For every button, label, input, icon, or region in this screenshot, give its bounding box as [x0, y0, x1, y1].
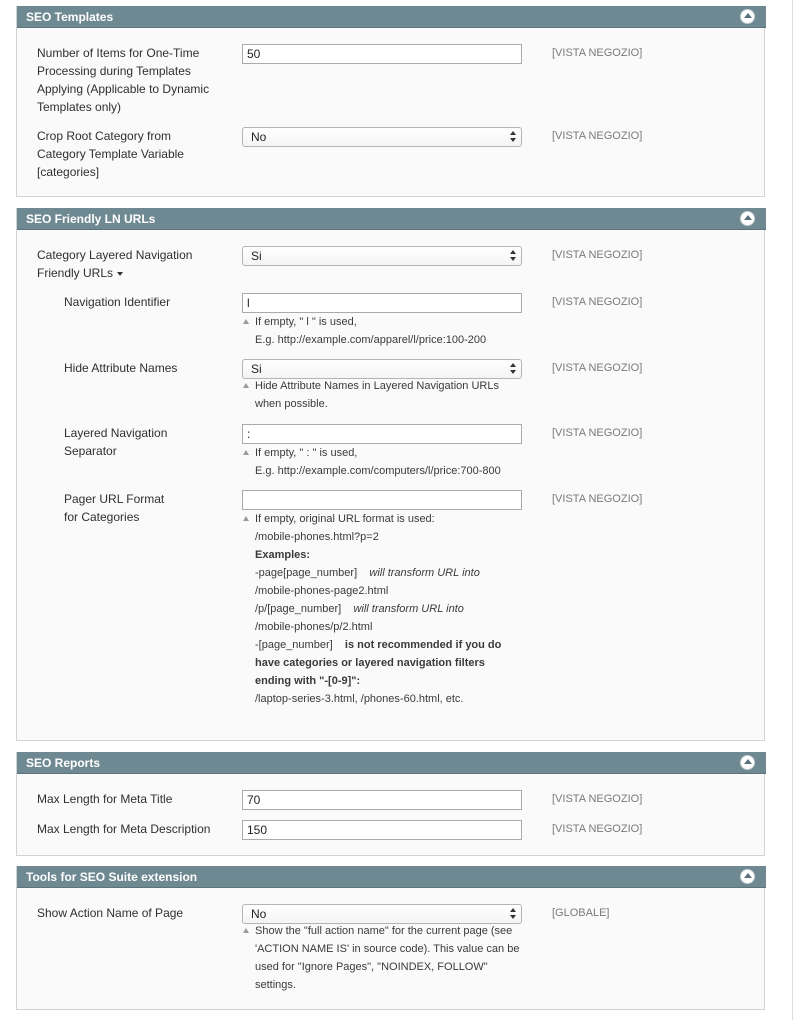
collapse-up-icon[interactable]: [740, 869, 755, 884]
page-divider: [792, 0, 793, 1020]
section-header[interactable]: [17, 752, 766, 774]
seo-reports-section: [16, 752, 765, 856]
note-triangle-icon: [243, 516, 249, 521]
collapse-up-icon[interactable]: [740, 211, 755, 226]
items-processing-input[interactable]: 50: [242, 44, 522, 64]
select-arrows-icon: [510, 250, 517, 262]
meta-title-length-input[interactable]: 70: [242, 790, 522, 810]
note-triangle-icon: [243, 383, 249, 388]
select-arrows-icon: [510, 908, 517, 920]
show-action-name-note: Show the "full action name" for the current page (see 'ACTION NAME IS' in source code). This value can be used for "Ignore Pages", "NOINDEX, FOLLOW" settings.: [255, 922, 525, 994]
scope-label: [VISTA NEGOZIO]: [552, 823, 643, 835]
scope-label: [VISTA NEGOZIO]: [552, 47, 643, 59]
crop-root-category-label: Crop Root Category from Category Template Variable [categories]: [37, 129, 184, 179]
layered-navigation-separator-label: Layered Navigation Separator: [64, 426, 168, 458]
select-arrows-icon: [510, 131, 517, 143]
pager-url-format-label: Pager URL Format for Categories: [64, 492, 165, 524]
collapse-up-icon[interactable]: [740, 755, 755, 770]
show-action-name-label: Show Action Name of Page: [37, 906, 184, 920]
seo-suite-tools-section: [16, 866, 765, 1010]
hide-attribute-names-note: Hide Attribute Names in Layered Navigation URLs when possible.: [255, 377, 525, 413]
note-triangle-icon: [243, 319, 249, 324]
friendly-urls-label[interactable]: Category Layered Navigation Friendly URLs: [37, 248, 193, 280]
separator-input[interactable]: :: [242, 424, 522, 444]
section-title: Tools for SEO Suite extension: [26, 870, 198, 884]
scope-label: [VISTA NEGOZIO]: [552, 249, 643, 261]
items-processing-label: Number of Items for One-Time Processing during Templates Applying (Applicable to Dynamic Templates only): [37, 46, 210, 114]
separator-note: If empty, " : " is used, E.g. http://example.com/computers/l/price:700-800: [255, 444, 525, 480]
meta-description-length-label: Max Length for Meta Description: [37, 822, 211, 836]
section-header[interactable]: [17, 208, 766, 230]
scope-label: [VISTA NEGOZIO]: [552, 296, 643, 308]
hide-attribute-names-select[interactable]: Si: [242, 359, 522, 379]
scope-label: [VISTA NEGOZIO]: [552, 427, 643, 439]
show-action-name-select[interactable]: No: [242, 904, 522, 924]
collapse-up-icon[interactable]: [740, 9, 755, 24]
pager-url-format-input[interactable]: [242, 490, 522, 510]
note-triangle-icon: [243, 450, 249, 455]
pager-url-format-note: If empty, original URL format is used: /mobile-phones.html?p=2 Examples: -page[page_number] will transform URL into /mobile-phones-page2.html /p/[page_number] will transform URL into /mobile-phones/p/2.html -[page_number] is not recommended if you do have categories or layered navigation filters ending with "-[0-9]": /laptop-series-3.html, /phones-60.html, etc.: [255, 510, 525, 708]
hide-attribute-names-label: Hide Attribute Names: [64, 361, 178, 375]
crop-root-category-select[interactable]: No: [242, 127, 522, 147]
section-header[interactable]: [17, 6, 766, 28]
navigation-identifier-note: If empty, " l " is used, E.g. http://example.com/apparel/l/price:100-200: [255, 313, 525, 349]
scope-label: [VISTA NEGOZIO]: [552, 362, 643, 374]
navigation-identifier-input[interactable]: l: [242, 293, 522, 313]
friendly-urls-select[interactable]: Si: [242, 246, 522, 266]
meta-title-length-label: Max Length for Meta Title: [37, 792, 173, 806]
scope-label: [VISTA NEGOZIO]: [552, 130, 643, 142]
caret-down-icon[interactable]: [117, 272, 123, 276]
section-title: SEO Reports: [26, 756, 101, 770]
seo-friendly-ln-urls-section: [16, 208, 765, 741]
navigation-identifier-label: Navigation Identifier: [64, 295, 171, 309]
seo-templates-section: [16, 6, 765, 197]
meta-description-length-input[interactable]: 150: [242, 820, 522, 840]
section-title: SEO Friendly LN URLs: [26, 212, 156, 226]
section-header[interactable]: [17, 866, 766, 888]
scope-label: [GLOBALE]: [552, 907, 610, 919]
section-title: SEO Templates: [26, 10, 114, 24]
scope-label: [VISTA NEGOZIO]: [552, 793, 643, 805]
select-arrows-icon: [510, 363, 517, 375]
scope-label: [VISTA NEGOZIO]: [552, 493, 643, 505]
note-triangle-icon: [243, 928, 249, 933]
